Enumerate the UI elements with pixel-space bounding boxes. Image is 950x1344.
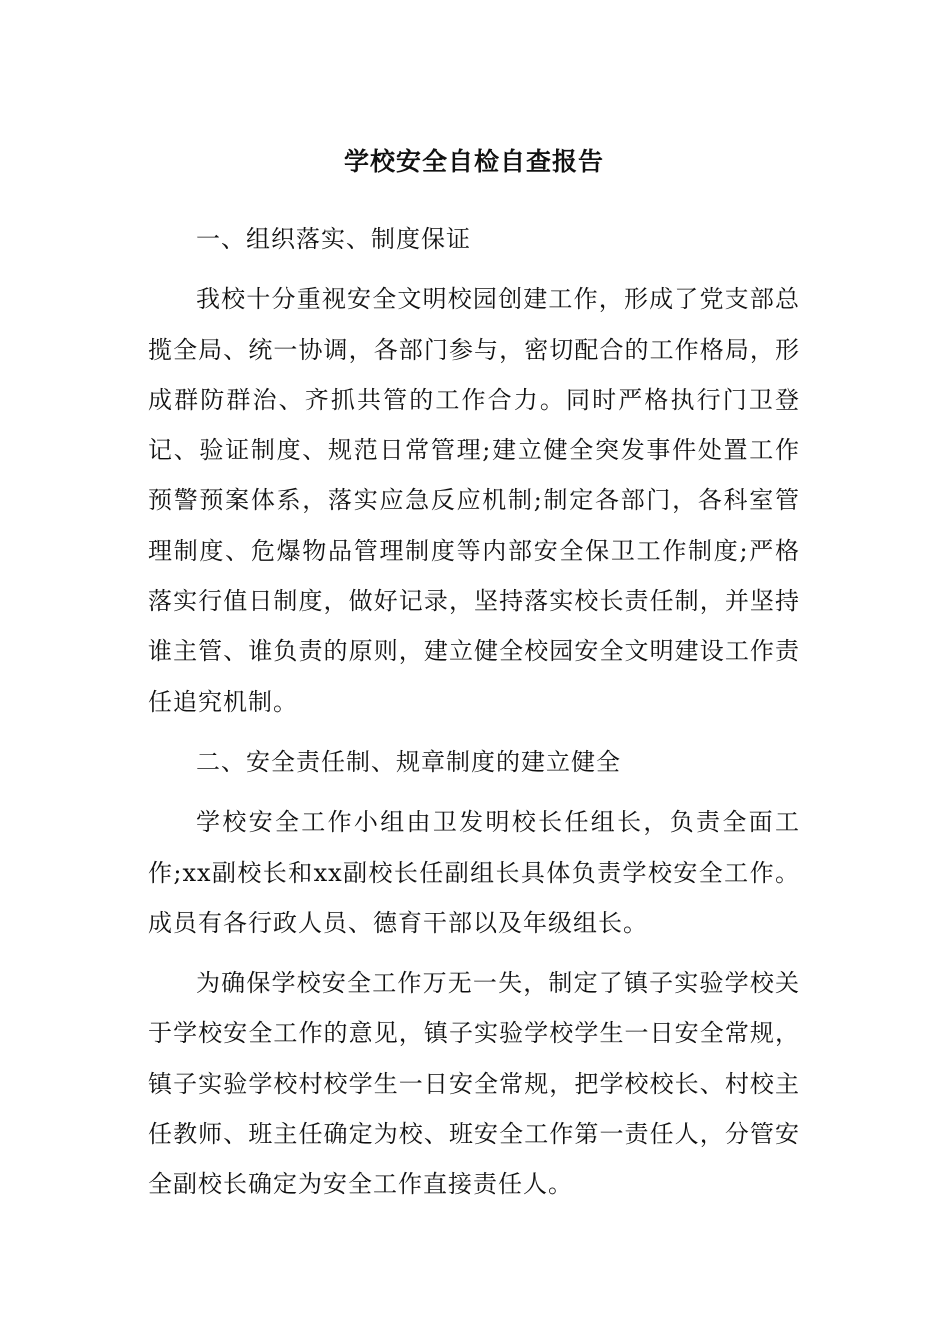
document-content [148,144,800,1220]
document-title: 学校安全自检自查报告 [343,147,604,176]
safety-team-paragraph: 学校安全工作小组由卫发明校长任组长，负责全面工作;xx副校长和xx副校长任副组长具体负责学校安全工作。成员有各行政人员、德育干部以及年级组长。 [148,808,800,937]
section-heading-organization: 一、组织落实、制度保证 [196,225,471,253]
section-heading-responsibility: 二、安全责任制、规章制度的建立健全 [196,747,621,776]
organization-paragraph: 我校十分重视安全文明校园创建工作，形成了党支部总揽全局、统一协调，各部门参与，密切配合的工作格局，形成群防群治、齐抓共管的工作合力。同时严格执行门卫登记、验证制度、规范日常管理;建立健全突发事件处置工作预警预案体系，落实应急反应机制;制定各部门，各科室管理制度、危爆物品管理制度等内部安全保卫工作制度;严格落实行值日制度，做好记录，坚持落实校长责任制，并坚持谁主管、谁负责的原则，建立健全校园安全文明建设工作责任追究机制。 [148,285,800,716]
safety-responsibility-paragraph: 为确保学校安全工作万无一失，制定了镇子实验学校关于学校安全工作的意见，镇子实验学校学生一日安全常规，镇子实验学校村校学生一日安全常规，把学校校长、村校主任教师、班主任确定为校、班安全工作第一责任人，分管安全副校长确定为安全工作直接责任人。 [148,969,800,1199]
